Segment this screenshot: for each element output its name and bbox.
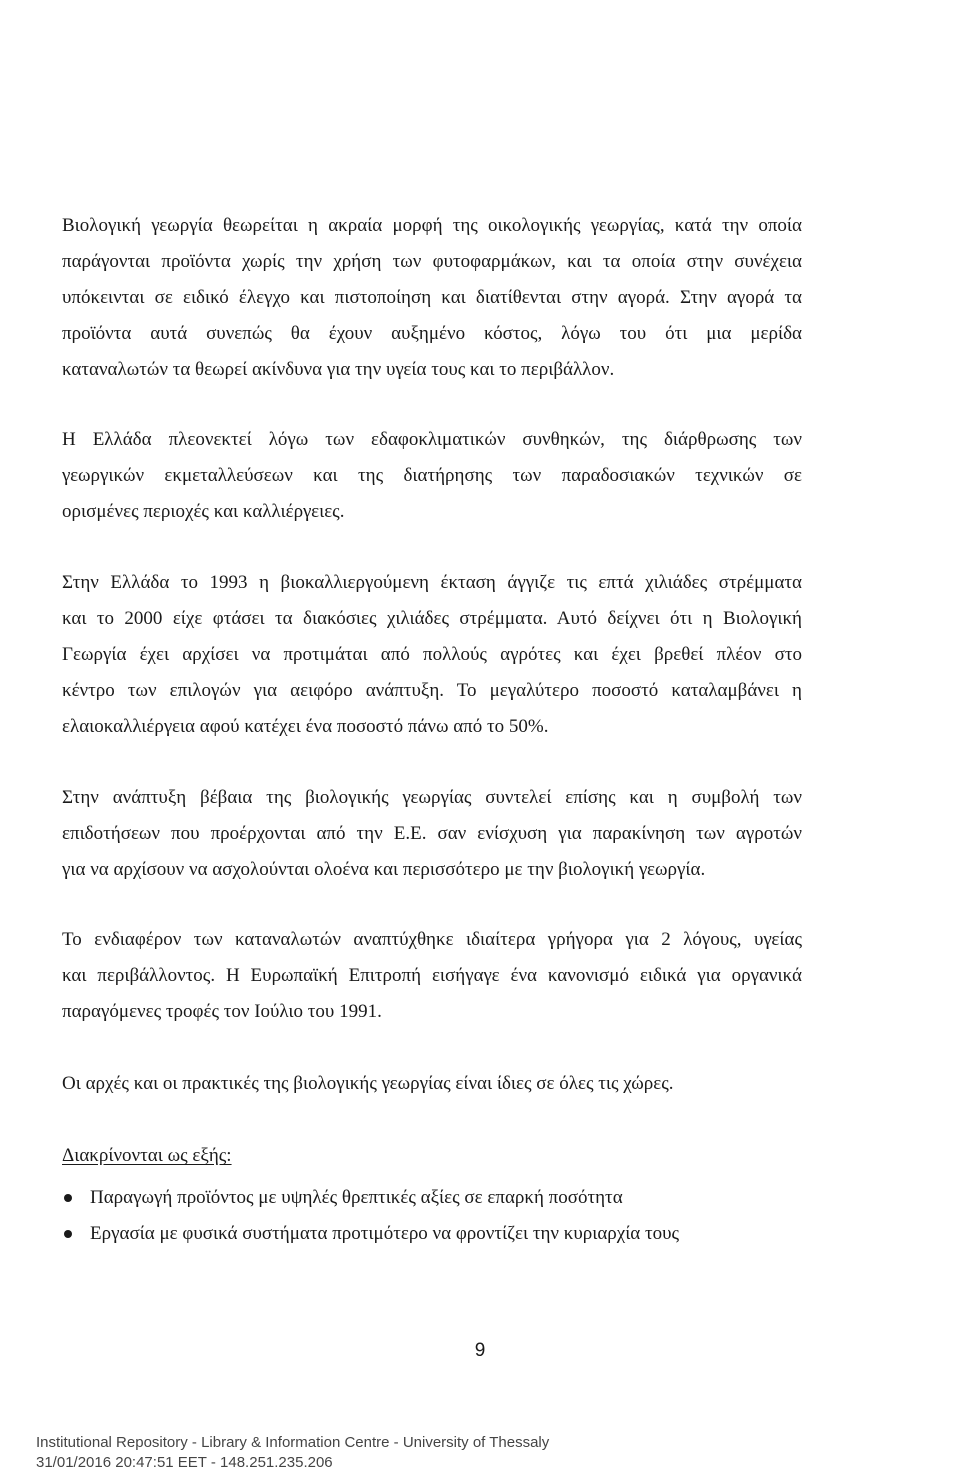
paragraph-organic-farming-definition xyxy=(62,208,802,388)
paragraph-consumer-interest xyxy=(62,922,802,1030)
list-item xyxy=(62,1180,822,1216)
paragraph-eu-subsidies xyxy=(62,780,802,888)
text-line: και περιβάλλοντος. Η Ευρωπαϊκή Επιτροπή εισήγαγε ένα κανονισμό ειδικά για οργανικά xyxy=(62,965,802,986)
text-line: καταναλωτών τα θεωρεί ακίνδυνα για την υγεία τους και το περιβάλλον. xyxy=(62,359,615,380)
text-line: για να αρχίσουν να ασχολούνται ολοένα και περισσότερο με την βιολογική γεωργία. xyxy=(62,859,706,880)
list-item xyxy=(62,1216,822,1252)
text-line: Στην Ελλάδα το 1993 η βιοκαλλιεργούμενη έκταση άγγιζε τις επτά χιλιάδες στρέμματα xyxy=(62,572,802,593)
bullet-list xyxy=(62,1180,822,1252)
text-line: ελαιοκαλλιέργεια αφού κατέχει ένα ποσοστό πάνω από το 50%. xyxy=(62,716,549,737)
footer-repository-line: Institutional Repository - Library & Information Centre - University of Thessaly xyxy=(36,1434,550,1451)
bullet-icon xyxy=(64,1194,72,1202)
paragraph-greece-advantage xyxy=(62,422,802,530)
bullet-icon xyxy=(64,1230,72,1238)
text-line: γεωργικών εκμεταλλεύσεων και της διατήρησης των παραδοσιακών τεχνικών σε xyxy=(62,465,802,486)
text-line: παράγονται προϊόντα χωρίς την χρήση των φυτοφαρμάκων, και τα οποία στην συνέχεια xyxy=(62,251,802,272)
list-item-text: Εργασία με φυσικά συστήματα προτιμότερο να φροντίζει την κυριαρχία τους xyxy=(90,1223,680,1244)
paragraph-principles xyxy=(62,1066,802,1102)
text-line: παραγόμενες τροφές τον Ιούλιο του 1991. xyxy=(62,1001,382,1022)
list-heading xyxy=(62,1138,802,1174)
list-heading-text: Διακρίνονται ως εξής: xyxy=(62,1145,232,1166)
text-line: Το ενδιαφέρον των καταναλωτών αναπτύχθηκε ιδιαίτερα γρήγορα για 2 λόγους, υγείας xyxy=(62,929,802,950)
text-line: επιδοτήσεων που προέρχονται από την Ε.Ε. σαν ενίσχυση για παρακίνηση των αγροτών xyxy=(62,823,802,844)
text-line: Οι αρχές και οι πρακτικές της βιολογικής γεωργίας είναι ίδιες σε όλες τις χώρες. xyxy=(62,1073,674,1094)
text-line: Η Ελλάδα πλεονεκτεί λόγω των εδαφοκλιματικών συνθηκών, της διάρθρωσης των xyxy=(62,429,802,450)
footer-timestamp-line: 31/01/2016 20:47:51 EET - 148.251.235.206 xyxy=(36,1454,333,1471)
text-line: προϊόντα αυτά συνεπώς θα έχουν αυξημένο κόστος, λόγω του ότι μια μερίδα xyxy=(62,323,802,344)
text-line: Στην ανάπτυξη βέβαια της βιολογικής γεωργίας συντελεί επίσης και η συμβολή των xyxy=(62,787,802,808)
page-number: 9 xyxy=(474,1340,486,1361)
repository-footer xyxy=(36,1433,549,1473)
text-line: και το 2000 είχε φτάσει τα διακόσιες χιλιάδες στρέμματα. Αυτό δείχνει ότι η Βιολογική xyxy=(62,608,802,629)
paragraph-greece-statistics xyxy=(62,565,802,745)
text-line: υπόκεινται σε ειδικό έλεγχο και πιστοποίηση και διατίθενται στην αγορά. Στην αγορά τα xyxy=(62,287,802,308)
text-line: ορισμένες περιοχές και καλλιέργειες. xyxy=(62,501,345,522)
text-line: κέντρο των επιλογών για αειφόρο ανάπτυξη. Το μεγαλύτερο ποσοστό καταλαμβάνει η xyxy=(62,680,802,701)
text-line: Γεωργία έχει αρχίσει να προτιμάται από πολλούς αγρότες και έχει βρεθεί πλέον στο xyxy=(62,644,802,665)
text-line: Βιολογική γεωργία θεωρείται η ακραία μορφή της οικολογικής γεωργίας, κατά την οποία xyxy=(62,215,802,236)
list-item-text: Παραγωγή προϊόντος με υψηλές θρεπτικές αξίες σε επαρκή ποσότητα xyxy=(90,1187,623,1208)
